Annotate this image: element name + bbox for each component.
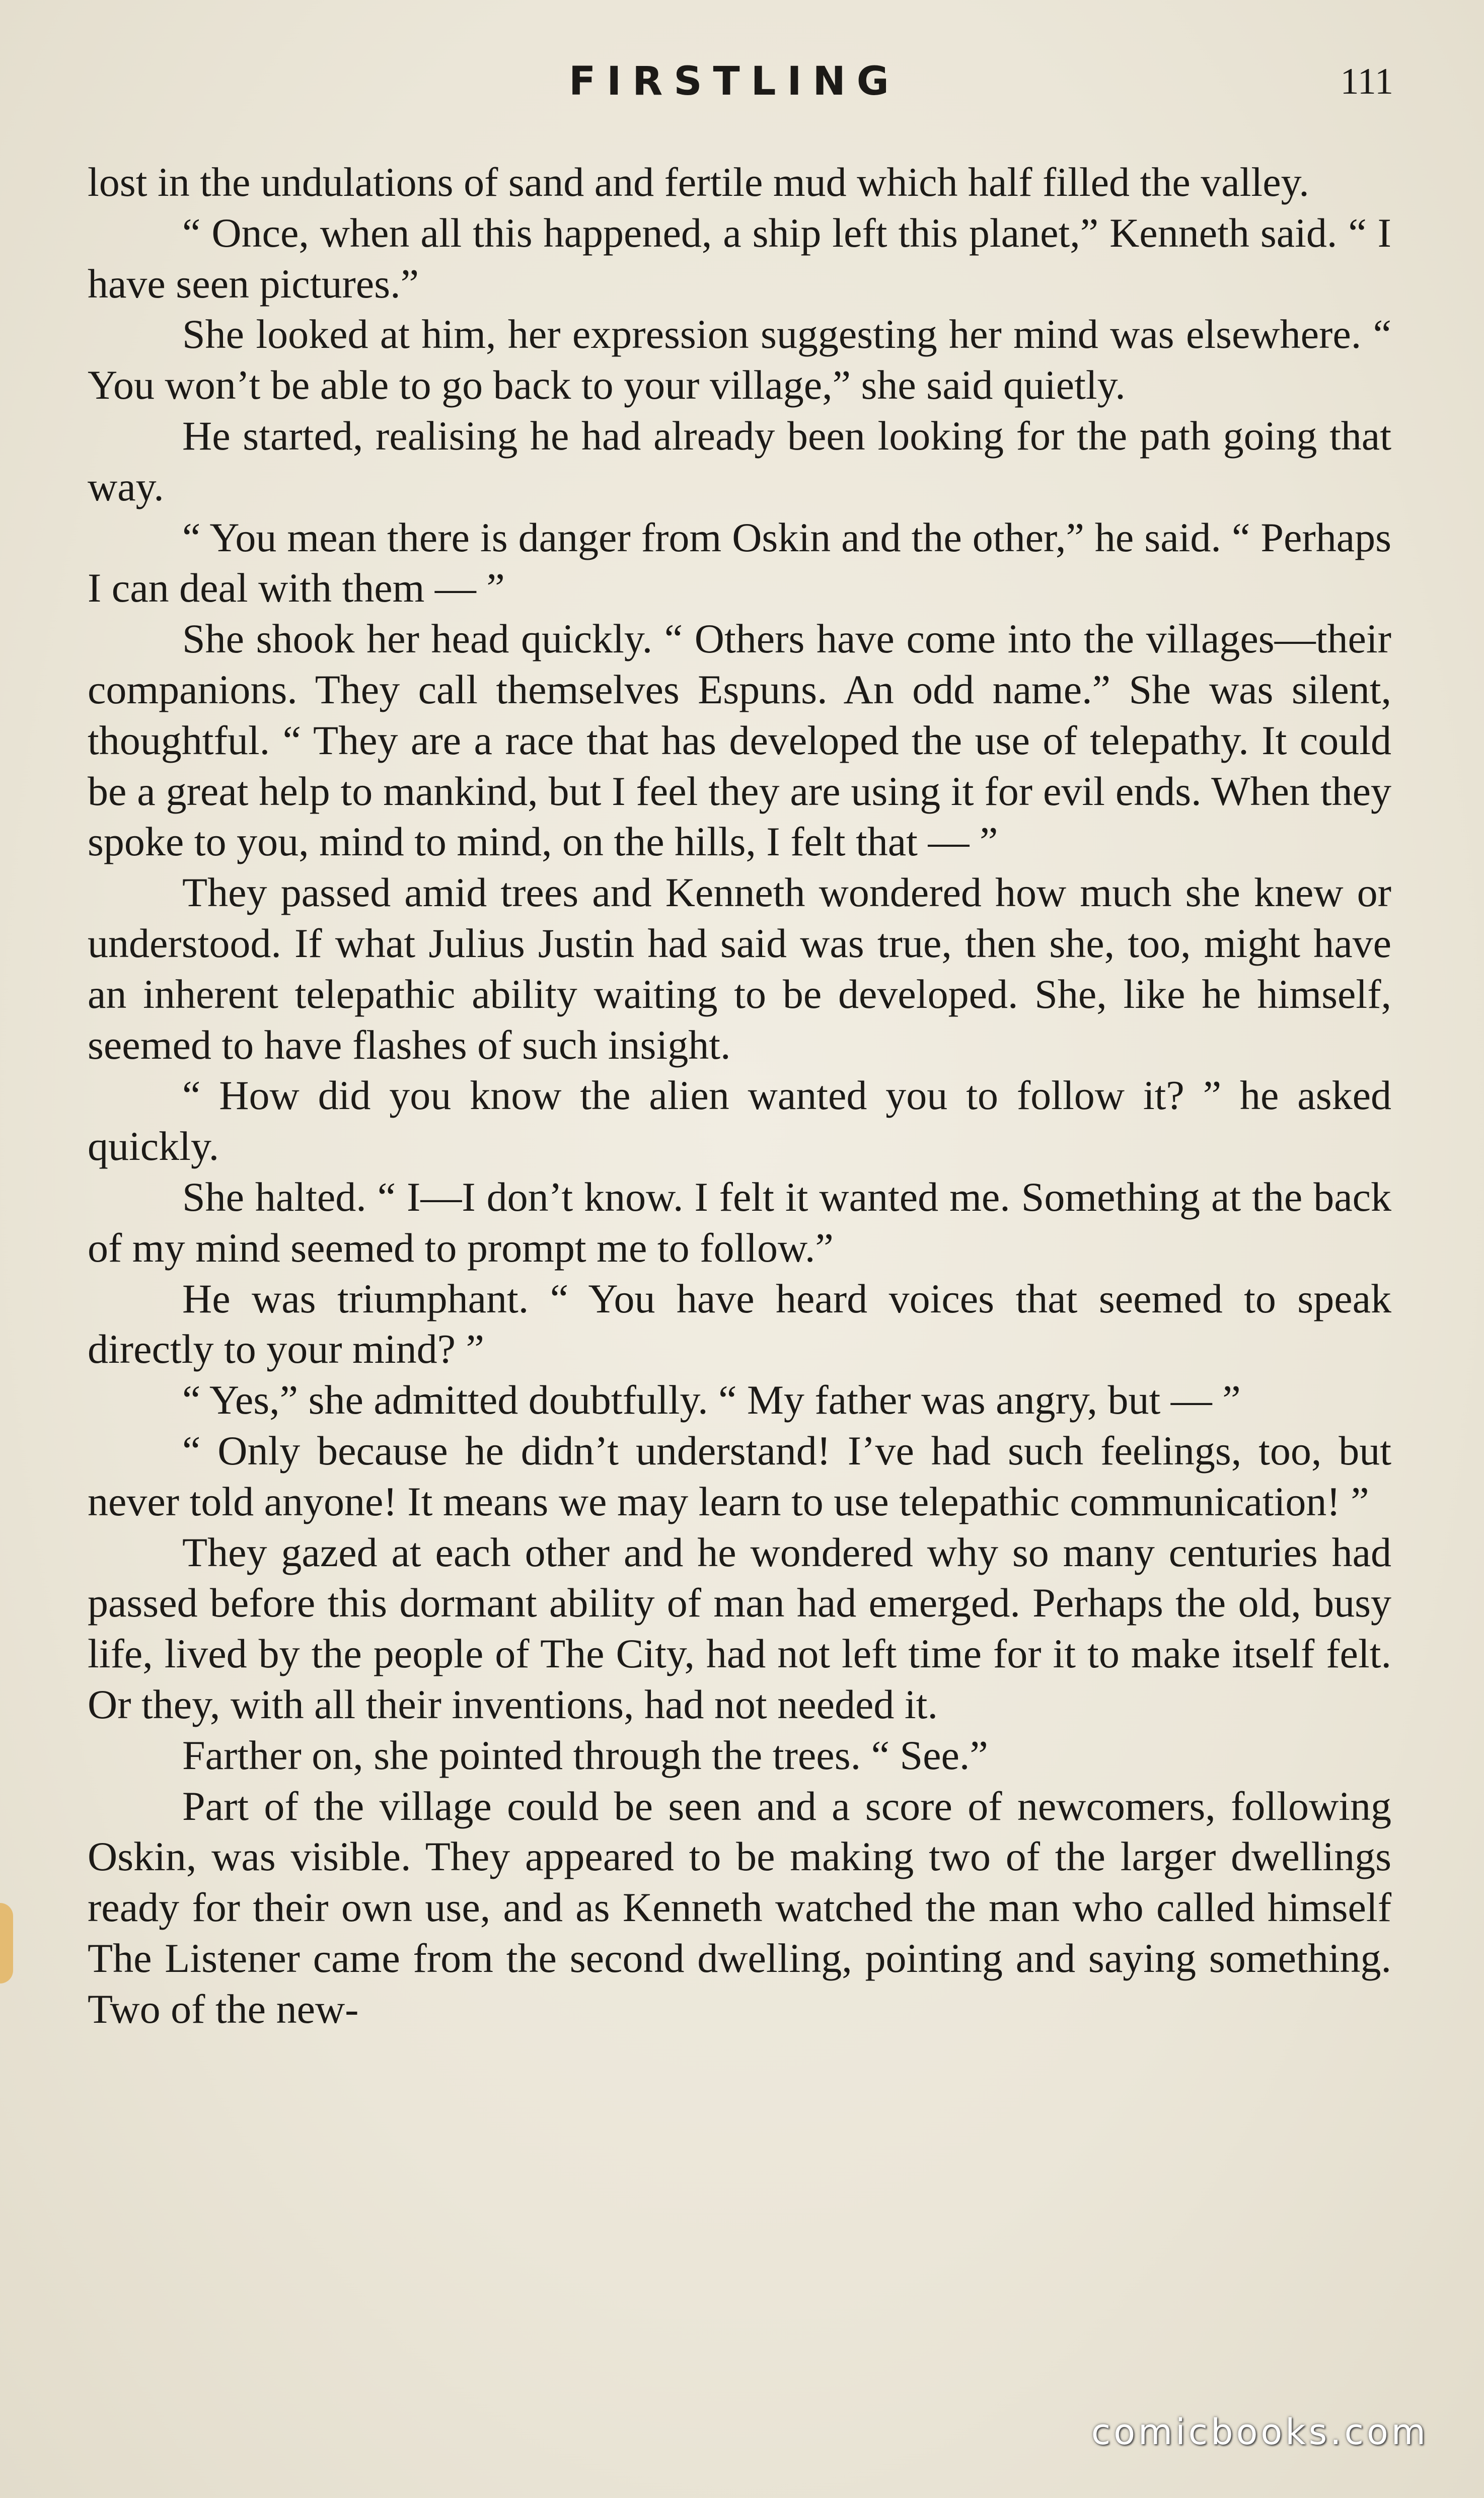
paragraph-12: “ Only because he didn’t understand! I’ve had such feelings, too, but never told anyone! It means we may learn to use telepathic communication! ” [88, 1427, 1391, 1524]
page-number: 111 [1340, 61, 1393, 102]
paragraph-9: She halted. “ I—I don’t know. I felt it wanted me. Something at the back of my mind seemed to prompt me to follow.” [88, 1173, 1391, 1271]
page-edge-stain [0, 1903, 13, 1983]
paragraph-11: “ Yes,” she admitted doubtfully. “ My father was angry, but — ” [182, 1377, 1241, 1423]
paragraph-5: “ You mean there is danger from Oskin and the other,” he said. “ Perhaps I can deal with them — ” [88, 514, 1391, 611]
running-title: FIRSTLING [569, 59, 900, 104]
site-watermark: comicbooks.com [1091, 2411, 1429, 2453]
running-header [0, 56, 1484, 112]
paragraph-3: She looked at him, her expression suggesting her mind was elsewhere. “ You won’t be able to go back to your village,” she said quietly. [88, 311, 1391, 408]
paragraph-4: He started, realising he had already been looking for the path going that way. [88, 412, 1391, 509]
paragraph-7: They passed amid trees and Kenneth wondered how much she knew or understood. If what Julius Justin had said was true, then she, too, might have an inherent telepathic ability waiting to be developed. She, like he himself, seemed to have flashes of such insight. [88, 869, 1391, 1068]
paragraph-13: They gazed at each other and he wondered why so many centuries had passed before this dormant ability of man had emerged. Perhaps the old, busy life, lived by the people of The City, had not left time for it to make itself felt. Or they, with all their inventions, had not needed it. [88, 1529, 1391, 1727]
paragraph-2: “ Once, when all this happened, a ship left this planet,” Kenneth said. “ I have seen pictures.” [88, 209, 1391, 307]
paragraph-10: He was triumphant. “ You have heard voices that seemed to speak directly to your mind? ” [88, 1275, 1391, 1372]
paragraph-15: Part of the village could be seen and a score of newcomers, following Oskin, was visible. They appeared to be making two of the larger dwellings ready for their own use, and as Kenneth watched the man who called himself The Listener came from the second dwelling, pointing and saying something. Two of the new- [88, 1783, 1391, 2032]
paragraph-8: “ How did you know the alien wanted you to follow it? ” he asked quickly. [88, 1072, 1391, 1169]
paragraph-14: Farther on, she pointed through the trees. “ See.” [182, 1732, 988, 1778]
paragraph-1: lost in the undulations of sand and fertile mud which half filled the valley. [88, 159, 1309, 205]
body-text [88, 157, 1391, 2034]
paragraph-6: She shook her head quickly. “ Others have come into the villages—their companions. They call themselves Espuns. An odd name.” She was silent, thoughtful. “ They are a race that has developed the use of telepathy. It could be a great help to mankind, but I feel they are using it for evil ends. When they spoke to you, mind to mind, on the hills, I felt that — ” [88, 616, 1391, 865]
